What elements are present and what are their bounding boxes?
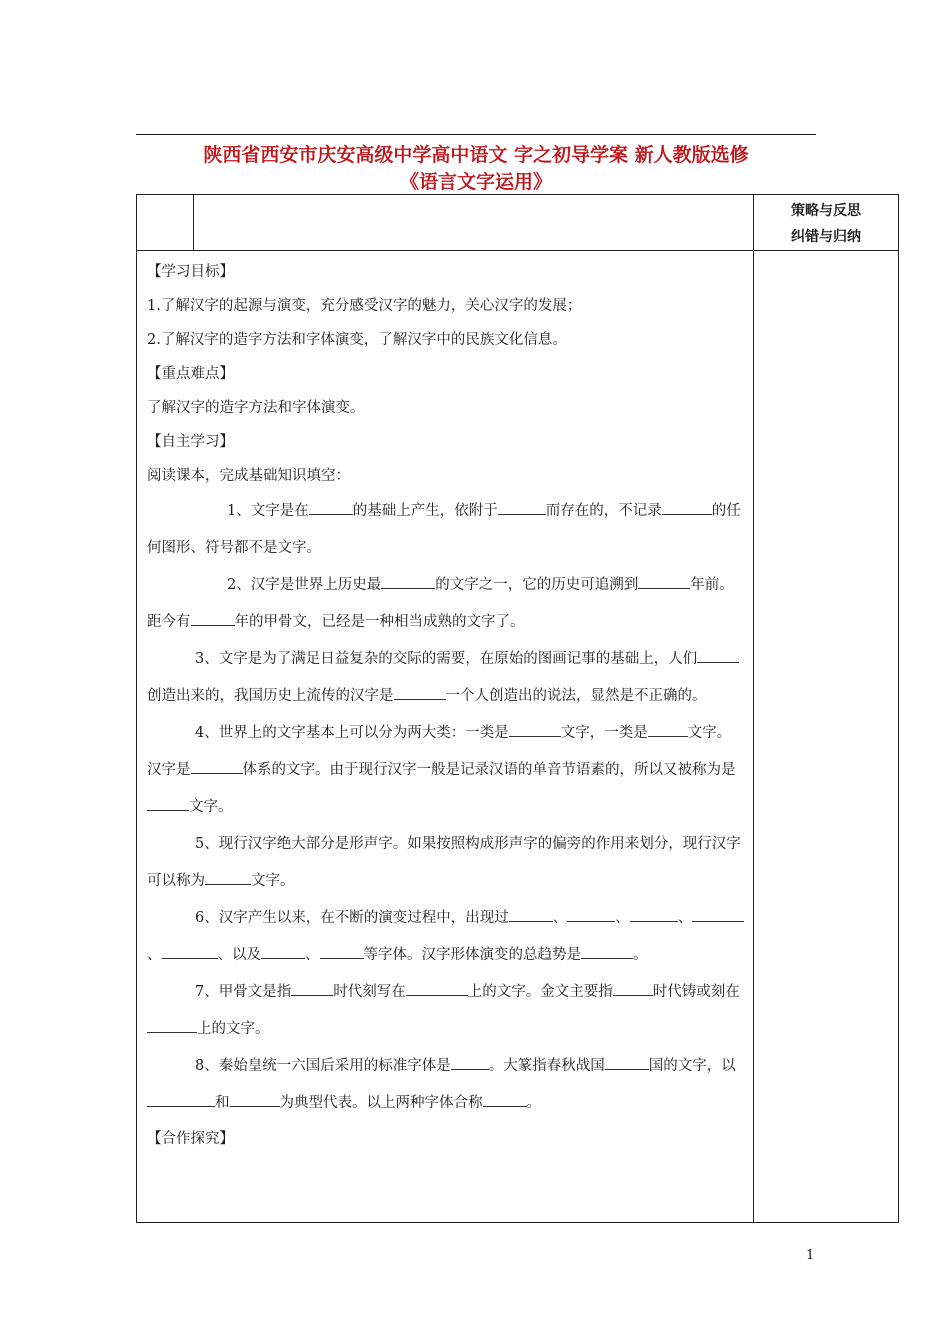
question-text: 年的甲骨文，已经是一种相当成熟的文字了。 bbox=[234, 614, 525, 630]
question-text: 时代刻写在 bbox=[333, 984, 406, 1000]
question-text: 。大篆指春秋战国 bbox=[488, 1058, 605, 1074]
question-7 bbox=[147, 974, 745, 1048]
title-line-1: 陕西省西安市庆安高级中学高中语文 字之初导学案 新人教版选修 bbox=[203, 144, 749, 166]
header-rule bbox=[136, 134, 816, 135]
blank bbox=[509, 722, 561, 737]
question-text: 、 bbox=[677, 910, 693, 926]
question-text: 文字。汉字是 bbox=[147, 725, 732, 778]
title-line-2: 《语言文字运用》 bbox=[399, 171, 552, 193]
worksheet-table bbox=[136, 194, 899, 1223]
goals-heading: 【学习目标】 bbox=[147, 264, 234, 280]
question-text: 时代铸或刻在 bbox=[652, 984, 740, 1000]
question-text: 体系的文字。由于现行汉字一般是记录汉语的单音节语素的，所以又被称为是 bbox=[242, 762, 736, 778]
blank bbox=[230, 1092, 280, 1107]
question-text: 文字，一类是 bbox=[560, 725, 648, 741]
question-text: 6、汉字产生以来，在不断的演变过程中，出现过 bbox=[195, 910, 509, 926]
side-heading-correction: 纠错与归纳 bbox=[791, 229, 861, 245]
blank bbox=[451, 1055, 489, 1070]
question-text: 的任何图形、符号都不是文字。 bbox=[147, 503, 741, 556]
question-text: 2、汉字是世界上历史最 bbox=[227, 577, 382, 593]
document-title bbox=[136, 142, 816, 196]
blank bbox=[483, 1092, 527, 1107]
blank bbox=[147, 1092, 215, 1107]
question-text: 。 bbox=[633, 947, 648, 963]
blank bbox=[261, 944, 305, 959]
blank bbox=[320, 944, 364, 959]
blank bbox=[697, 648, 739, 663]
blank bbox=[406, 981, 468, 996]
question-text: 、 bbox=[305, 947, 320, 963]
question-text: 8、秦始皇统一六国后采用的标准字体是 bbox=[195, 1058, 451, 1074]
blank bbox=[630, 907, 678, 922]
blank bbox=[291, 981, 333, 996]
question-text: 的基础上产生，依附于 bbox=[352, 503, 498, 519]
blank bbox=[605, 1055, 649, 1070]
question-text: 上的文字。 bbox=[197, 1021, 270, 1037]
blank bbox=[162, 944, 218, 959]
blank bbox=[191, 611, 235, 626]
question-text: 4、世界上的文字基本上可以分为两大类：一类是 bbox=[195, 725, 509, 741]
question-4 bbox=[147, 715, 745, 826]
question-text: 。 bbox=[526, 1095, 541, 1111]
side-notes-cell bbox=[754, 251, 899, 1223]
blank bbox=[613, 981, 653, 996]
blank bbox=[509, 907, 553, 922]
self-study-heading: 【自主学习】 bbox=[147, 434, 234, 450]
question-text: 的文字之一，它的历史可追溯到 bbox=[435, 577, 639, 593]
question-text: 1、文字是在 bbox=[227, 503, 309, 519]
question-text: 、 bbox=[147, 947, 162, 963]
header-cell-middle bbox=[194, 195, 754, 251]
cooperative-heading: 【合作探究】 bbox=[147, 1131, 234, 1147]
goal-1: 1.了解汉字的起源与演变，充分感受汉字的魅力，关心汉字的发展； bbox=[147, 298, 582, 314]
question-text: 3、文字是为了满足日益复杂的交际的需要，在原始的图画记事的基础上，人们 bbox=[195, 651, 698, 667]
question-text: 5、现行汉字绝大部分是形声字。如果按照构成形声字的偏旁的作用来划分，现行汉字可以称为 bbox=[147, 836, 741, 889]
question-6 bbox=[147, 900, 745, 974]
blank bbox=[662, 500, 712, 515]
question-5 bbox=[147, 826, 745, 900]
question-text: 为典型代表。以上两种字体合称 bbox=[279, 1095, 483, 1111]
question-text: 一个人创造出的说法，显然是不正确的。 bbox=[445, 688, 707, 704]
question-text: 上的文字。金文主要指 bbox=[467, 984, 613, 1000]
question-text: 、 bbox=[552, 910, 568, 926]
side-header-cell bbox=[754, 195, 899, 251]
blank bbox=[648, 722, 688, 737]
blank bbox=[394, 685, 446, 700]
page-number: 1 bbox=[806, 1248, 815, 1263]
blank bbox=[309, 500, 353, 515]
blank bbox=[692, 907, 744, 922]
self-study-intro: 阅读课本，完成基础知识填空： bbox=[147, 468, 350, 484]
question-text: 文字。 bbox=[251, 873, 295, 889]
question-text: 、 bbox=[615, 910, 630, 926]
question-text: 7、甲骨文是指 bbox=[195, 984, 292, 1000]
blank bbox=[205, 870, 251, 885]
blank bbox=[147, 1018, 197, 1033]
blank bbox=[381, 574, 435, 589]
blank bbox=[581, 944, 633, 959]
question-2 bbox=[147, 567, 745, 641]
question-text: 和 bbox=[215, 1095, 230, 1111]
key-heading: 【重点难点】 bbox=[147, 366, 234, 382]
question-text: 等字体。汉字形体演变的总趋势是 bbox=[363, 947, 581, 963]
header-cell-left bbox=[137, 195, 194, 251]
question-text: 国的文字，以 bbox=[648, 1058, 736, 1074]
question-text: 创造出来的，我国历史上流传的汉字是 bbox=[147, 688, 394, 704]
blank bbox=[567, 907, 615, 922]
question-text: 文字。 bbox=[189, 799, 233, 815]
question-8 bbox=[147, 1048, 745, 1122]
blank bbox=[638, 574, 690, 589]
blank bbox=[191, 759, 243, 774]
goal-2: 2.了解汉字的造字方法和字体演变，了解汉字中的民族文化信息。 bbox=[147, 332, 567, 348]
key-text: 了解汉字的造字方法和字体演变。 bbox=[147, 400, 365, 416]
question-1 bbox=[147, 493, 745, 567]
question-text: 、以及 bbox=[217, 947, 261, 963]
blank bbox=[498, 500, 546, 515]
question-text: 而存在的，不记录 bbox=[545, 503, 662, 519]
side-heading-strategy: 策略与反思 bbox=[791, 203, 861, 219]
main-content-cell bbox=[137, 251, 754, 1223]
question-text: 年前。距今有 bbox=[147, 577, 734, 630]
blank bbox=[147, 796, 189, 811]
question-3 bbox=[147, 641, 745, 715]
